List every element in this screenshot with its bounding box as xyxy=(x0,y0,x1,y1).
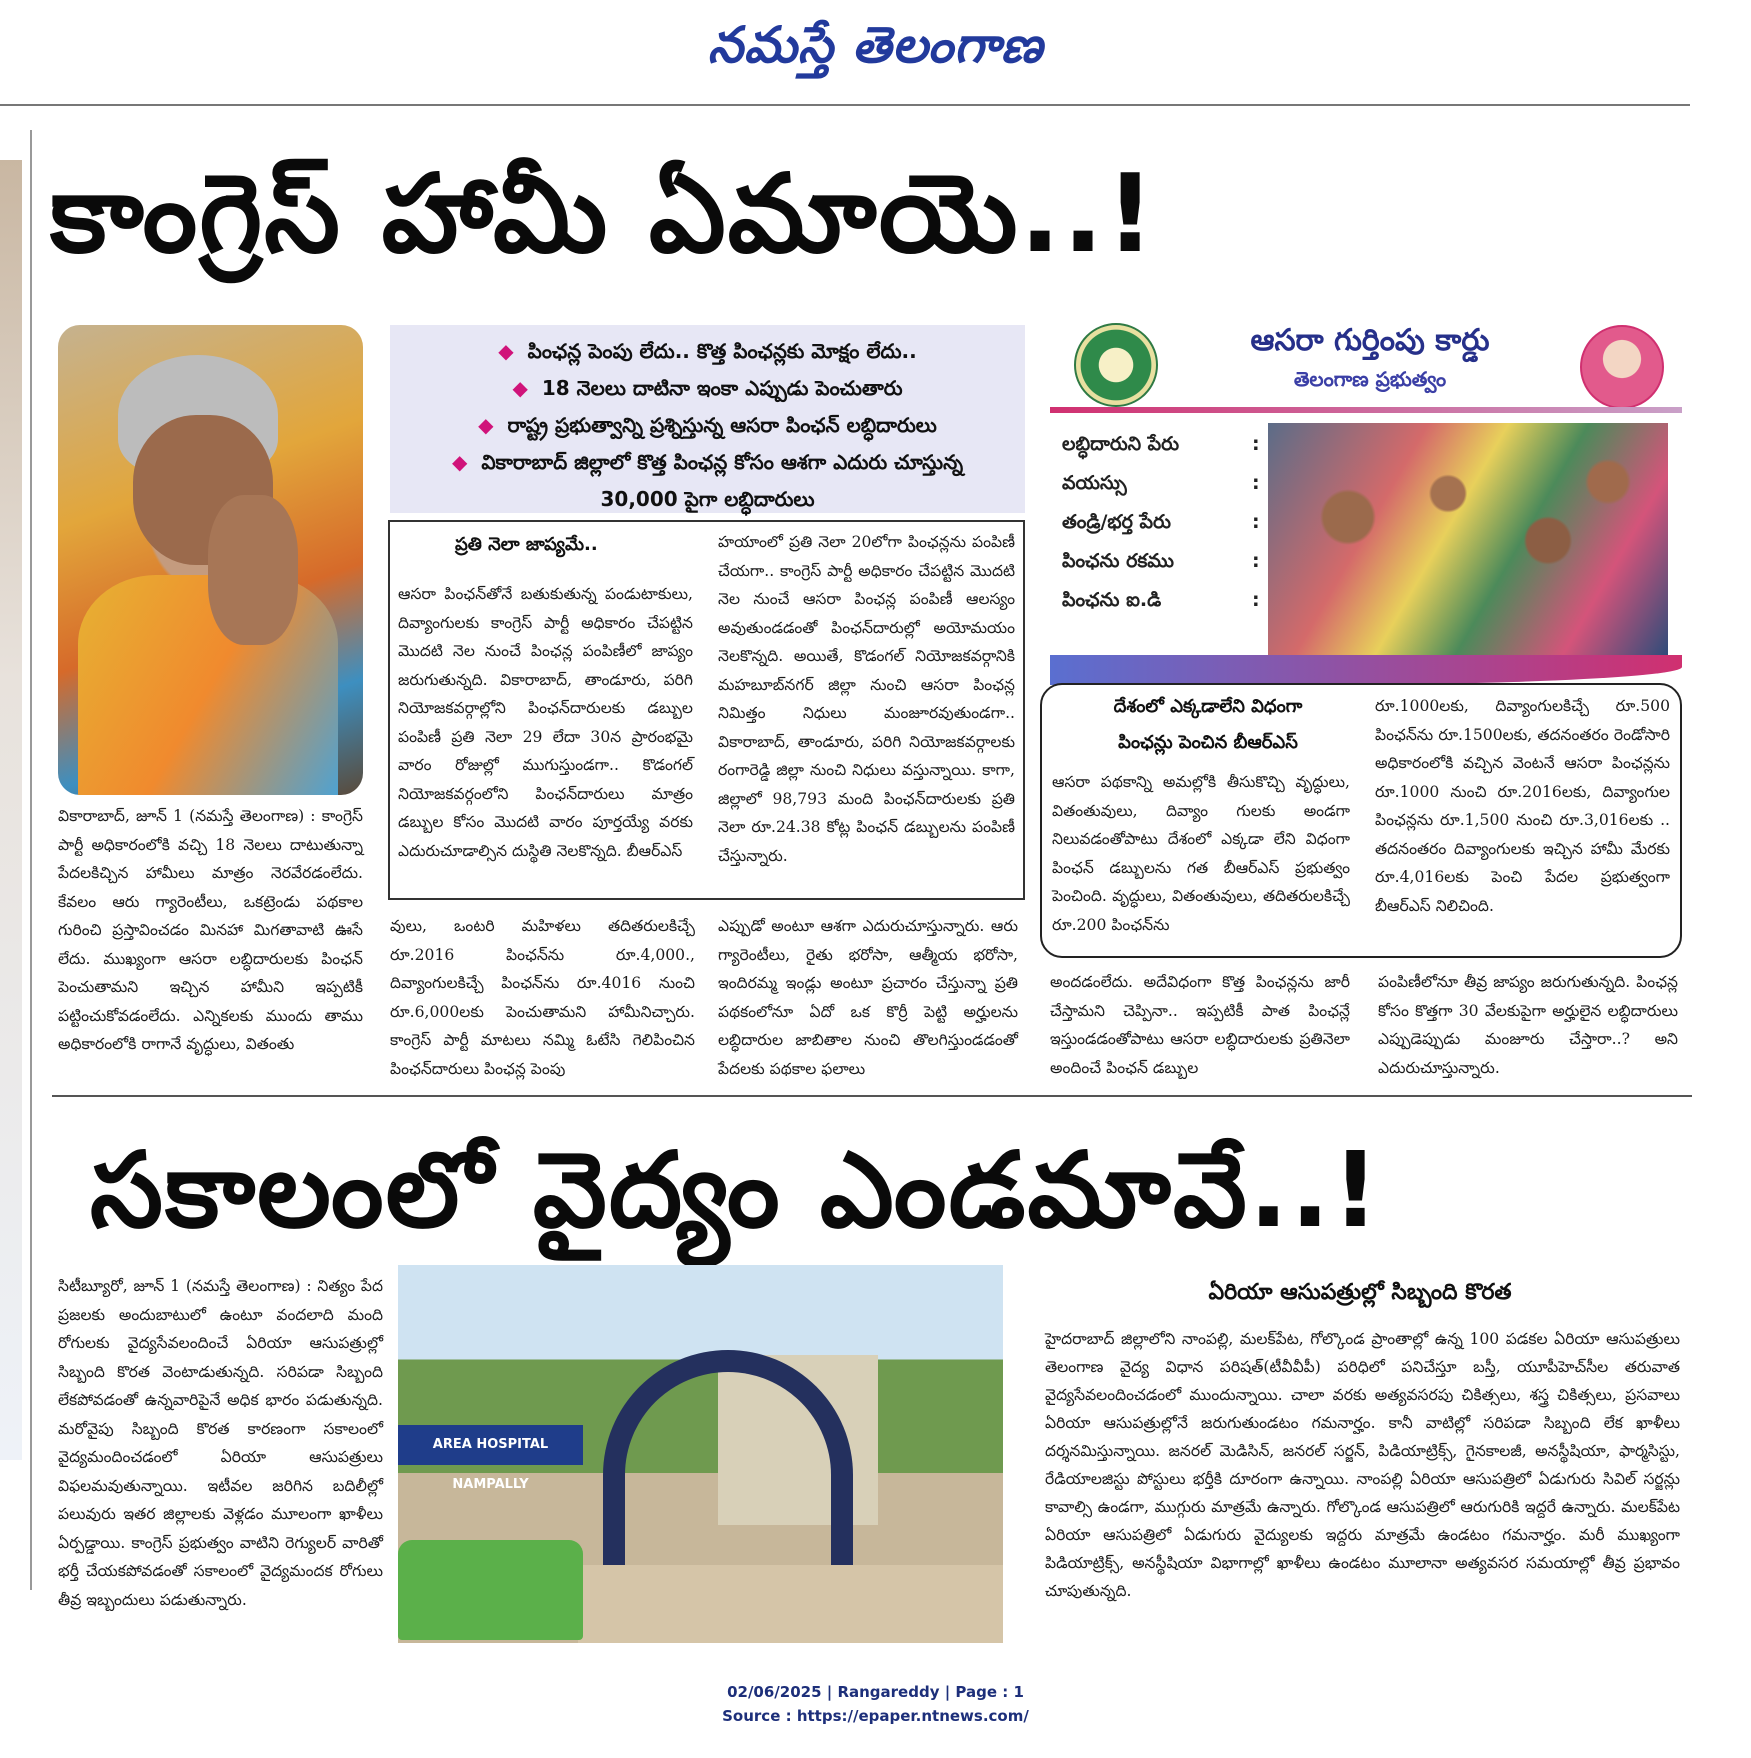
card-title: ఆసరా గుర్తింపు కార్డు xyxy=(1250,323,1490,358)
card-subtitle: తెలంగాణ ప్రభుత్వం xyxy=(1293,367,1447,391)
story1-column-2: వులు, ఒంటరి మహిళలు తదితరులకిచ్చే రూ.2016 పింఛన్‌ను రూ.4,000., దివ్యాంగులకిచ్చే పింఛన్‌ను రూ.4016 నుంచి రూ.6,000లకు పెంచుతామని హామీనిచ్చారు. కాంగ్రెస్ పార్టీ మాటలు నమ్మి ఓటేసి గెలిపించిన పింఛన్‌దారులు పింఛన్ల పెంపు xyxy=(390,917,695,1078)
deck-line: 30,000 పైగా లబ్ధిదారులు xyxy=(600,487,815,511)
masthead-rule xyxy=(0,104,1690,106)
story1-column-4: అందడంలేదు. అదేవిధంగా కొత్త పింఛన్లను జారీ చేస్తామని చెప్పినా.. ఇప్పటికీ పాత పింఛన్లే ఇస్తుండడంతోపాటు ఆసరా లబ్ధిదారులకు ప్రతినెలా అందించే పింఛన్ డబ్బుల xyxy=(1050,973,1350,1077)
card-fields xyxy=(1062,433,1262,628)
adjacent-page-strip xyxy=(0,160,22,1460)
card-field: పింఛను రకము : xyxy=(1062,550,1262,589)
bullet-icon: ◆ xyxy=(498,339,514,363)
deck-line: ◆ వికారాబాద్ జిల్లాలో కొత్త పింఛన్ల కోసం ఆశగా ఎదురు చూస్తున్న xyxy=(451,450,964,474)
footer-source: Source : https://epaper.ntnews.com/ xyxy=(722,1707,1029,1725)
card-field: లబ్ధిదారుని పేరు : xyxy=(1062,433,1262,472)
brs-box-heading-2: పింఛన్లు పెంచిన బీఆర్‌ఎస్ xyxy=(1118,732,1298,753)
bullet-icon: ◆ xyxy=(512,376,528,400)
bullet-icon: ◆ xyxy=(478,413,494,437)
card-field: పింఛను ఐ.డి : xyxy=(1062,589,1262,628)
elderly-woman-photo xyxy=(58,325,363,795)
brs-box-heading-1: దేశంలో ఎక్కడాలేని విధంగా xyxy=(1113,696,1303,717)
deck-line: ◆ 18 నెలలు దాటినా ఇంకా ఎప్పుడు పెంచుతారు xyxy=(512,376,903,400)
sidebar-column-1: ఆసరా పింఛన్‌తోనే బతుకుతున్న పండుటాకులు, దివ్యాంగులకు కాంగ్రెస్ పార్టీ అధికారం చేపట్టిన మొదటి నెల నుంచే పింఛన్ల పంపిణీలో జాప్యం జరుగుతున్నది. వికారాబాద్, తాండూరు, పరిగి నియోజకవర్గాల్లోని పింఛన్‌దారులకు డబ్బుల పంపిణీ ప్రతి నెలా 29 లేదా 30న ప్రారంభమై వారం రోజుల్లో ముగుస్తుండగా.. కొడంగల్ నియోజకవర్గంలోని పింఛన్‌దారులు మాత్రం డబ్బుల కోసం మొదటి వారం పూర్తయ్యే వరకు ఎదురుచూడాల్సిన దుస్థితి నెలకొన్నది. బీఆర్‌ఎస్ xyxy=(398,585,693,860)
deck-line: ◆ రాష్ట్ర ప్రభుత్వాన్ని ప్రశ్నిస్తున్న ఆసరా పింఛన్ లబ్ధిదారులు xyxy=(478,413,937,437)
area-hospital-photo xyxy=(398,1265,1003,1643)
auto-rickshaw xyxy=(398,1540,583,1640)
story-deck xyxy=(390,325,1025,513)
hospital-sign: AREA HOSPITAL NAMPALLY xyxy=(398,1425,583,1465)
story2-column-1: సిటీబ్యూరో, జూన్ 1 (నమస్తే తెలంగాణ) : నిత్యం పేద ప్రజలకు అందుబాటులో ఉంటూ వందలాది మంది రోగులకు వైద్యసేవలందించే ఏరియా ఆసుపత్రుల్లో సిబ్బంది కొరత వెంటాడుతున్నది. సరిపడా సిబ్బంది లేకపోవడంతో ఉన్నవారిపైనే అధిక భారం పడుతున్నది. మరోవైపు సిబ్బంది కొరత కారణంగా సకాలంలో వైద్యమందించడంలో ఏరియా ఆసుపత్రులు విఫలమవుతున్నాయి. ఇటీవల జరిగిన బదిలీల్లో పలువురు ఇతర జిల్లాలకు వెళ్లడం మూలంగా ఖాళీలు ఏర్పడ్డాయి. కాంగ్రెస్ ప్రభుత్వం వాటిని రెగ్యులర్ వారితో భర్తీ చేయకపోవడంతో సకాలంలో వైద్యమందక రోగులు తీవ్ర ఇబ్బందులు పడుతున్నారు. xyxy=(58,1277,383,1609)
telangana-emblem-icon xyxy=(1074,323,1158,407)
column-rule xyxy=(30,130,32,1590)
story1-column-5: పంపిణీలోనూ తీవ్ర జాప్యం జరుగుతున్నది. పింఛన్ల కోసం కొత్తగా 30 వేలకుపైగా అర్హులైన లబ్ధిదారులు ఎప్పుడెప్పుడు మంజూరు చేస్తారా..? అని ఎదురుచూస్తున్నారు. xyxy=(1378,973,1678,1077)
sidebar-column-2: హయాంలో ప్రతి నెలా 20లోగా పింఛన్లను పంపిణీ చేయగా.. కాంగ్రెస్ పార్టీ అధికారం చేపట్టిన మొదటి నెల నుంచే ఆసరా పింఛన్ల పంపిణీ ఆలస్యం అవుతుండడంతో పింఛన్‌దారుల్లో అయోమయం నెలకొన్నది. అయితే, కొడంగల్ నియోజకవర్గానికి మహబూబ్‌నగర్ జిల్లా నుంచి ఆసరా పింఛన్ల నిమిత్తం నిధులు మంజూరవుతుండగా.. వికారాబాద్, తాండూరు, పరిగి నియోజకవర్గాలకు రంగారెడ్డి జిల్లా నుంచి నిధులు వస్తున్నాయి. కాగా, జిల్లాలో 98,793 మంది పింఛన్‌దారులకు ప్రతి నెలా రూ.24.38 కోట్ల పింఛన్ డబ్బులను పంపిణీ చేస్తున్నారు. xyxy=(718,533,1015,865)
story2-subheading: ఏరియా ఆసుపత్రుల్లో సిబ్బంది కొరత xyxy=(1208,1280,1512,1305)
brs-box-column-2: రూ.1000లకు, దివ్యాంగులకిచ్చే రూ.500 పింఛన్‌ను రూ.1500లకు, తదనంతరం రెండోసారి అధికారంలోకి వచ్చిన వెంటనే ఆసరా పింఛన్లను రూ.1000 నుంచి రూ.2016లకు, దివ్యాంగుల పింఛన్లను రూ.1,500 నుంచి రూ.3,016లకు .. తదనంతరం దివ్యాంగులకు ఇచ్చిన హామీ మేరకు రూ.4,016లకు పెంచి పేదల ప్రభుత్వంగా బీఆర్‌ఎస్ నిలిచింది. xyxy=(1375,697,1670,915)
story2-right-body: హైదరాబాద్ జిల్లాలోని నాంపల్లి, మలక్‌పేట, గోల్కొండ ప్రాంతాల్లో ఉన్న 100 పడకల ఏరియా ఆసుపత్రులు తెలంగాణ వైద్య విధాన పరిషత్(టీవీవీపీ) పరిధిలో పనిచేస్తూ బస్తీ, యూపీహెచ్‌సీల తరువాత వైద్యసేవలందించడంలో ముందున్నాయి. చాలా వరకు అత్యవసరపు చికిత్సలు, శస్త్ర చికిత్సలు, ప్రసవాలు ఏరియా ఆసుపత్రుల్లోనే జరుగుతుండటం గమనార్హం. కానీ వాటిల్లో సరిపడా సిబ్బంది లేక ఖాళీలు దర్శనమిస్తున్నాయి. జనరల్ మెడిసిన్, జనరల్ సర్జన్, పిడియాట్రిక్స్, గైనకాలజీ, అనస్థీషియా, ఫార్మసిస్టు, రేడియాలజిస్టు పోస్టులు భర్తీకి దూరంగా ఉన్నాయి. నాంపల్లి ఏరియా ఆసుపత్రిలో ఏడుగురు సివిల్ సర్జన్లు కావాల్సి ఉండగా, ముగ్గురు మాత్రమే ఉన్నారు. గోల్కొండ ఆసుపత్రిలో ఆరుగురికి ఇద్దరే ఉన్నారు. మలక్‌పేట ఏరియా ఆసుపత్రిలో ఏడుగురు వైద్యులకు ఇద్దరు మాత్రమే ఉండటం గమనార్హం. మరీ ముఖ్యంగా పిడియాట్రిక్స్, అనస్థీషియా విభాగాల్లో ఖాళీలు ఉండటం మూలానా అత్యవసర సమయాల్లో తీవ్ర ప్రభావం చూపుతున్నది. xyxy=(1045,1330,1680,1600)
deck-line: ◆ పింఛన్ల పెంపు లేదు.. కొత్త పింఛన్లకు మోక్షం లేదు.. xyxy=(498,339,917,363)
story1-column-3: ఎప్పుడో అంటూ ఆశగా ఎదురుచూస్తున్నారు. ఆరు గ్యారెంటీలు, రైతు భరోసా, ఆత్మీయ భరోసా, ఇందిరమ్మ ఇండ్లు అంటూ ప్రచారం చేస్తున్నా ప్రతి పథకంలోనూ ఏదో ఒక కొర్రీ పెట్టి అర్హులను లబ్ధిదారుల జాబితాల నుంచి తొలగిస్తుండడంతో పేదలకు పథకాల ఫలాలు xyxy=(718,917,1018,1078)
aasara-id-card-graphic xyxy=(1050,315,1682,685)
pensioners-crowd-photo xyxy=(1268,423,1668,658)
headline-timely-treatment: సకాలంలో వైద్యం ఎండమావే..! xyxy=(90,1129,1382,1251)
headline-congress-promise: కాంగ్రెస్ హామీ ఏమాయె..! xyxy=(50,152,1157,277)
story1-column-1: వికారాబాద్, జూన్ 1 (నమస్తే తెలంగాణ) : కాంగ్రెస్ పార్టీ అధికారంలోకి వచ్చి 18 నెలలు దాటుతున్నా పేదలకిచ్చిన హామీలు మాత్రం నెరవేరడంలేదు. కేవలం ఆరు గ్యారెంటీలు, ఒకట్రెండు పథకాల గురించి ప్రస్తావించడం మినహా మిగతావాటి ఊసే లేదు. ముఖ్యంగా ఆసరా లబ్ధిదారులకు పింఛన్ పెంచుతామని ఇచ్చిన హామీని ఇప్పటికీ పట్టించుకోవడంలేదు. ఎన్నికలకు ముందు తాము అధికారంలోకి రాగానే వృద్ధులు, వితంతు xyxy=(58,807,363,1053)
bullet-icon: ◆ xyxy=(451,450,468,474)
newspaper-masthead: నమస్తే తెలంగాణ xyxy=(707,16,1044,74)
brs-box-column-1: ఆసరా పథకాన్ని అమల్లోకి తీసుకొచ్చి వృద్ధులు, వితంతువులు, దివ్యాం గులకు అండగా నిలువడంతోపాటు దేశంలో ఎక్కడా లేని విధంగా పింఛన్ డబ్బులను గత బీఆర్‌ఎస్ ప్రభుత్వం పెంచింది. వృద్ధులు, వితంతువులు, తదితరులకిచ్చే రూ.200 పింఛన్‌ను xyxy=(1052,773,1350,934)
leader-portrait xyxy=(1580,325,1664,409)
card-field: తండ్రి/భర్త పేరు : xyxy=(1062,511,1262,550)
sidebar-heading: ప్రతి నెలా జాప్యమే.. xyxy=(455,534,598,555)
page-footer xyxy=(0,1680,1751,1728)
card-field: వయస్సు : xyxy=(1062,472,1262,511)
footer-edition: 02/06/2025 | Rangareddy | Page : 1 xyxy=(727,1683,1024,1701)
section-divider xyxy=(52,1095,1692,1097)
